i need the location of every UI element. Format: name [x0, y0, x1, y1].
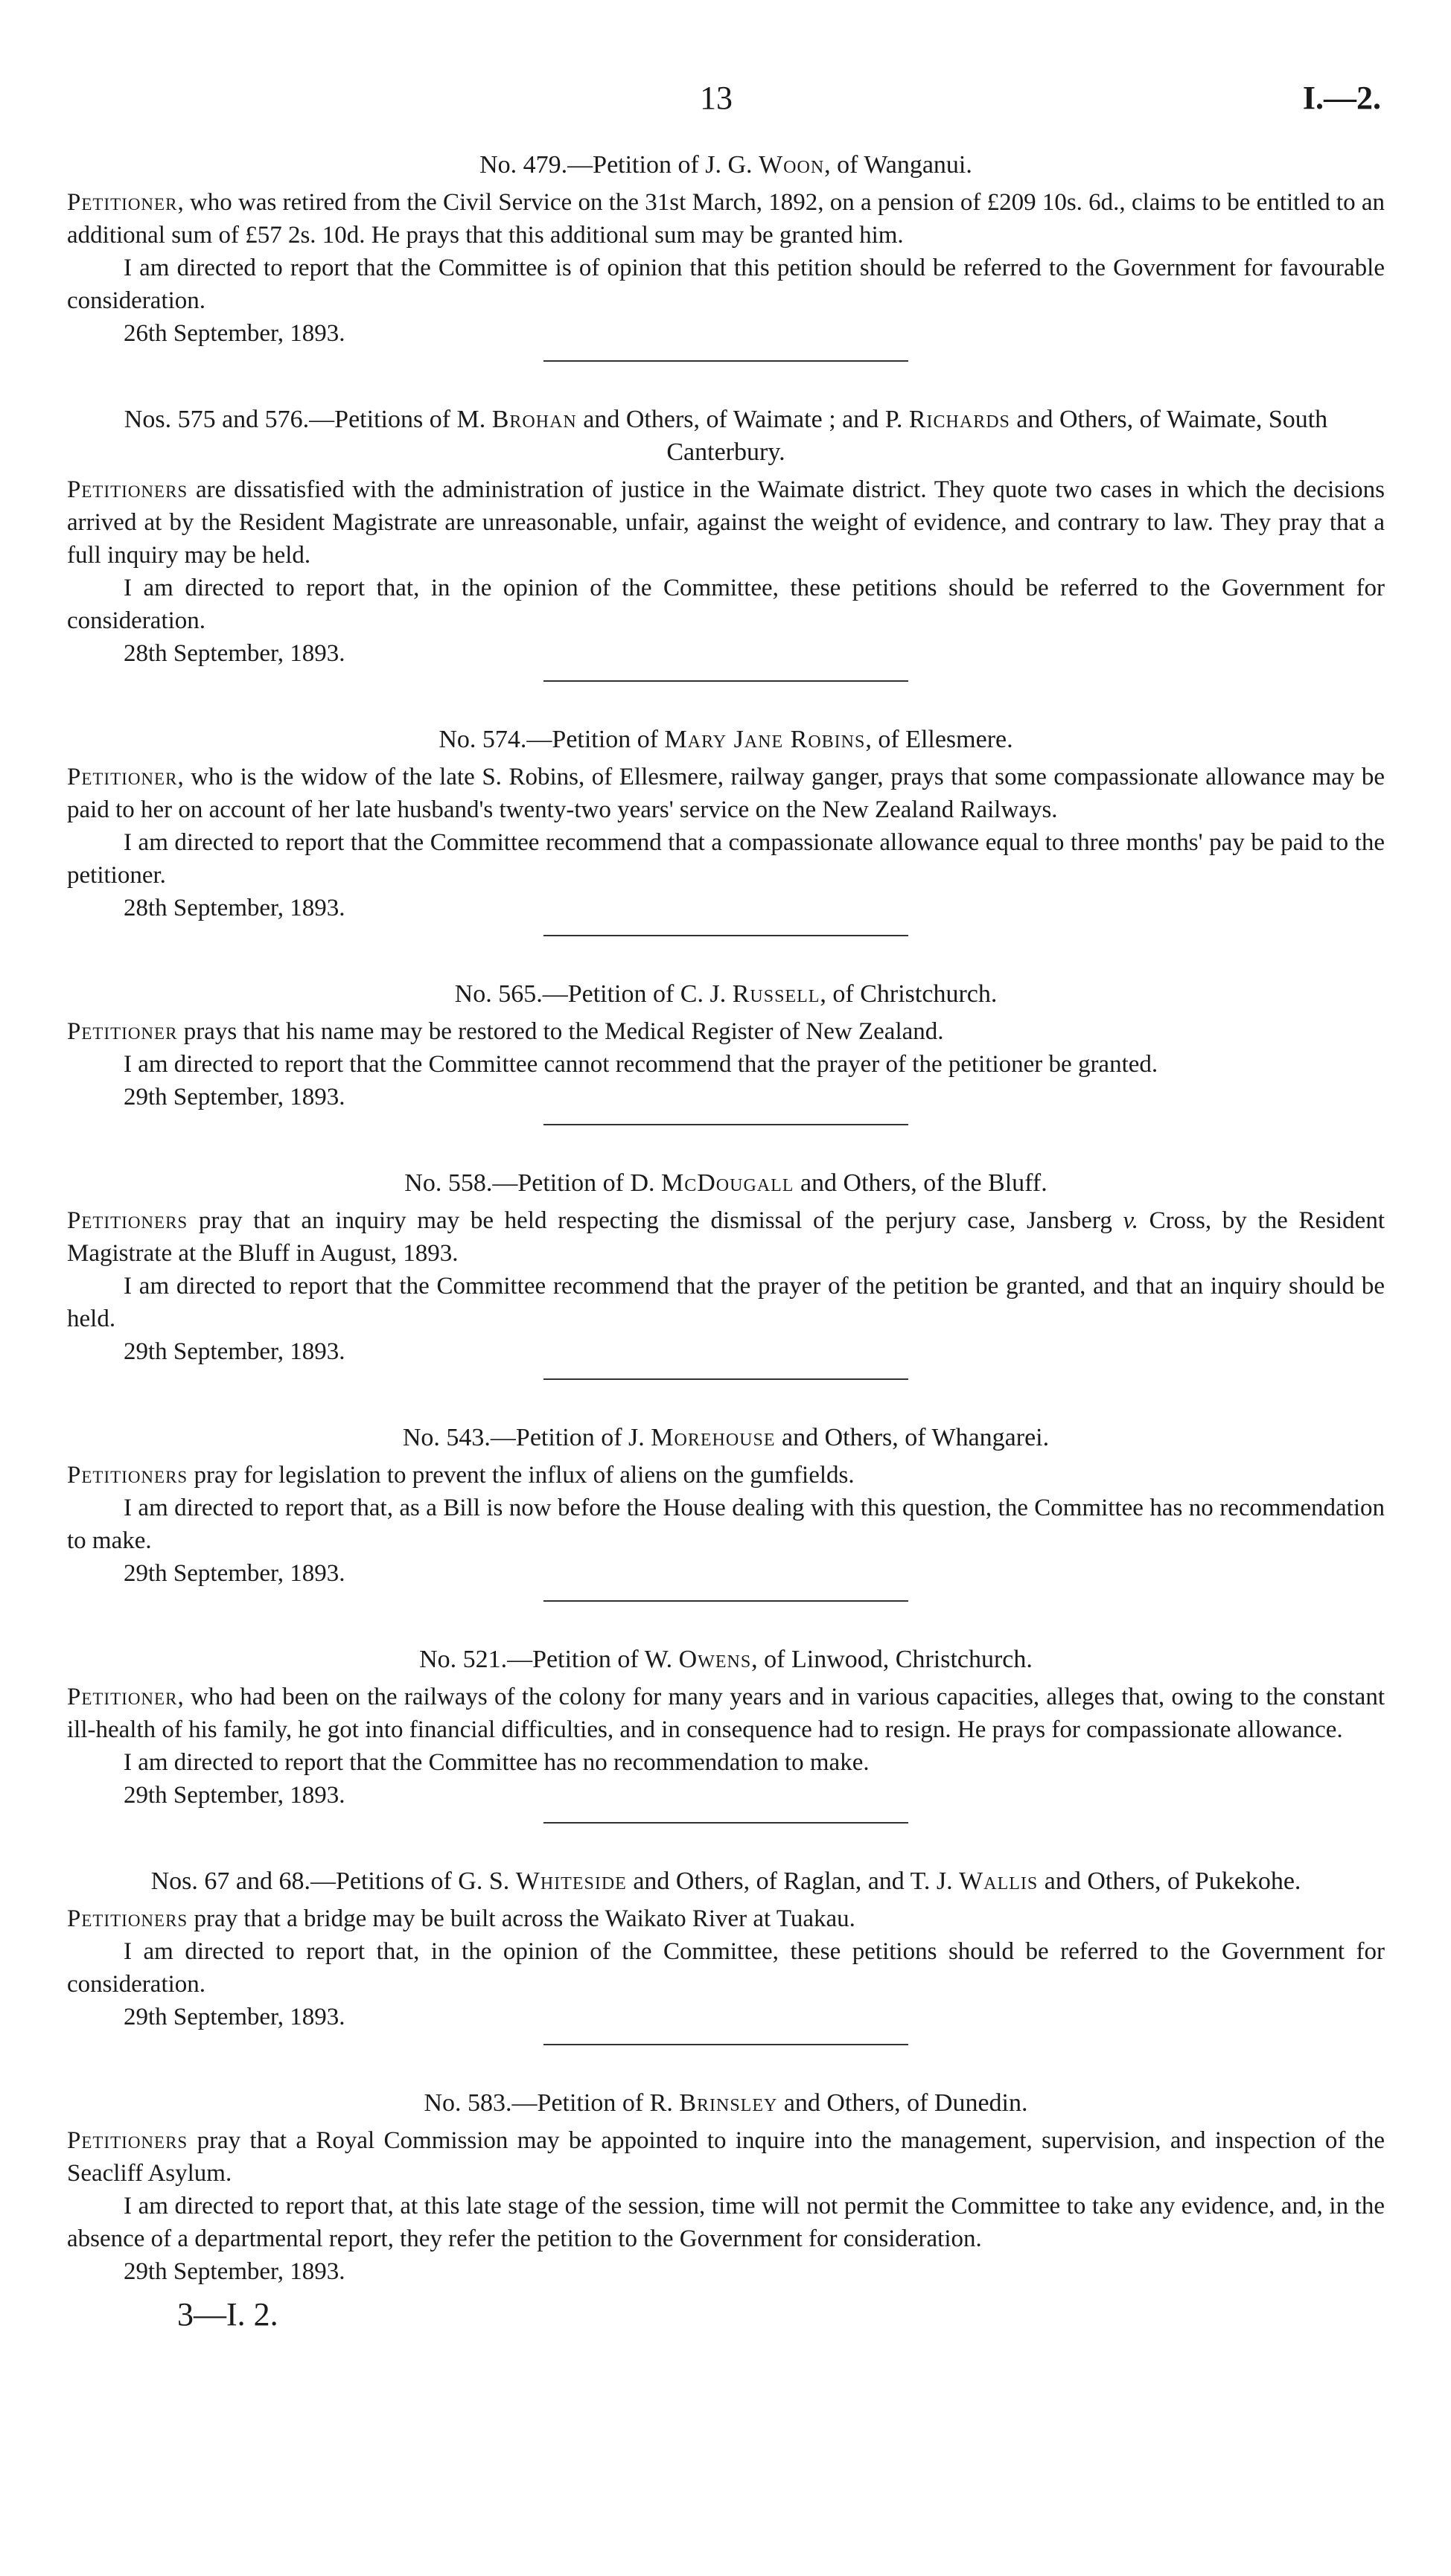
- petition-heading: [67, 403, 1385, 469]
- petition-heading: [67, 723, 1385, 756]
- petitions-list: [67, 149, 1385, 2333]
- petition-heading: [67, 1865, 1385, 1898]
- petition-heading: [67, 1643, 1385, 1676]
- small-caps-name: Mary Jane Robins: [664, 726, 866, 753]
- text-run: and Others, of the Bluff.: [794, 1169, 1047, 1197]
- section-divider: [543, 935, 908, 936]
- report-date: 29th September, 1893.: [124, 2258, 345, 2285]
- text-run: are dissatisfied with the administration of justice in the Waimate district. They quote two cases in which the decisions arrived at by the Resident Magistrate are unreasonable, unfair, against the weight of evidence, and contrary to law. They pray that a full inquiry may be held.: [67, 476, 1385, 569]
- text-run: , of Ellesmere.: [865, 726, 1013, 753]
- text-run: , who was retired from the Civil Service on the 31st March, 1892, on a pension of £209 10s. 6d., claims to be entitled to an additional sum of £57 2s. 10d. He prays that this additional sum may be granted him.: [67, 189, 1385, 249]
- small-caps-name: Wallis: [959, 1867, 1039, 1895]
- text-run: Nos. 575 and 576.—Petitions of M.: [124, 406, 492, 433]
- small-caps-name: Whiteside: [515, 1867, 627, 1895]
- text-run: pray for legislation to prevent the influx of aliens on the gumfields.: [188, 1462, 855, 1489]
- text-run: and Others, of Whangarei.: [775, 1424, 1050, 1451]
- text-run: No. 521.—Petition of W.: [419, 1646, 679, 1673]
- petition-summary: [67, 2124, 1385, 2190]
- section-divider: [543, 680, 908, 682]
- small-caps-name: Brinsley: [679, 2089, 778, 2117]
- report-date: 29th September, 1893.: [124, 2004, 345, 2030]
- small-caps-name: Petitioners: [67, 2127, 188, 2154]
- report-date: 29th September, 1893.: [124, 1560, 345, 1587]
- page-number: 13: [700, 80, 733, 116]
- report-date: 29th September, 1893.: [124, 1338, 345, 1365]
- small-caps-name: Petitioner: [67, 189, 178, 216]
- committee-report: I am directed to report that the Committee cannot recommend that the prayer of the petitioner be granted.: [124, 1051, 1158, 1078]
- text-run: and Others, of Waimate ; and P.: [576, 406, 909, 433]
- petition-entry: [67, 149, 1385, 362]
- petition-entry: [67, 978, 1385, 1125]
- small-caps-name: Woon: [759, 151, 825, 179]
- section-divider: [543, 1822, 908, 1824]
- petition-summary: [67, 1459, 1385, 1492]
- committee-report: I am directed to report that the Committee recommend that a compassionate allowance equal to three months' pay be paid to the petitioner.: [67, 829, 1385, 889]
- small-caps-name: Brohan: [491, 406, 577, 433]
- small-caps-name: Petitioners: [67, 476, 188, 503]
- petition-heading: [67, 149, 1385, 182]
- section-divider: [543, 1600, 908, 1602]
- section-divider: [543, 2044, 908, 2045]
- text-run: No. 565.—Petition of C. J.: [454, 980, 733, 1008]
- text-run: pray that an inquiry may be held respecting the dismissal of the perjury case, Jansberg: [188, 1207, 1123, 1234]
- report-date: 26th September, 1893.: [124, 320, 345, 347]
- small-caps-name: Petitioner: [67, 1018, 178, 1045]
- committee-report: I am directed to report that the Committee has no recommendation to make.: [124, 1749, 870, 1776]
- small-caps-name: Petitioners: [67, 1462, 188, 1489]
- petition-entry: [67, 2087, 1385, 2288]
- text-run: No. 558.—Petition of D.: [404, 1169, 661, 1197]
- petition-entry: [67, 403, 1385, 682]
- committee-report: I am directed to report that the Committee recommend that the prayer of the petition be granted, and that an inquiry should be held.: [67, 1273, 1385, 1332]
- text-run: and Others, of Waimate, South Canterbury.: [666, 406, 1328, 466]
- text-run: and Others, of Pukekohe.: [1038, 1867, 1301, 1895]
- text-run: No. 583.—Petition of R.: [424, 2089, 680, 2117]
- petition-summary: [67, 186, 1385, 252]
- text-run: and Others, of Raglan, and T. J.: [626, 1867, 960, 1895]
- text-run: pray that a bridge may be built across the Waikato River at Tuakau.: [188, 1905, 855, 1932]
- report-date: 29th September, 1893.: [124, 1084, 345, 1110]
- petition-entry: [67, 1167, 1385, 1380]
- text-run: , who had been on the railways of the colony for many years and in various capacities, alleges that, owing to the constant ill-health of his family, he got into financial difficulties, and in consequence had to resign. He prays for compassionate allowance.: [67, 1684, 1385, 1743]
- report-date: 28th September, 1893.: [124, 895, 345, 921]
- petition-heading: [67, 2087, 1385, 2120]
- committee-report: I am directed to report that, in the opinion of the Committee, these petitions should be referred to the Government for consideration.: [67, 1938, 1385, 1998]
- small-caps-name: McDougall: [661, 1169, 794, 1197]
- text-run: , of Christchurch.: [820, 980, 998, 1008]
- text-run: No. 574.—Petition of: [439, 726, 665, 753]
- text-run: , of Wanganui.: [824, 151, 972, 179]
- report-date: 28th September, 1893.: [124, 640, 345, 667]
- report-id: I.—2.: [1302, 80, 1381, 116]
- petition-summary: [67, 761, 1385, 826]
- committee-report: I am directed to report that, at this late stage of the session, time will not permit the Committee to take any evidence, and, in the absence of a departmental report, they refer the petition to the Government for consideration.: [67, 2193, 1385, 2252]
- small-caps-name: Petitioner: [67, 764, 178, 790]
- small-caps-name: Russell: [732, 980, 820, 1008]
- text-run: and Others, of Dunedin.: [777, 2089, 1028, 2117]
- petition-entry: [67, 723, 1385, 936]
- small-caps-name: Petitioners: [67, 1207, 188, 1234]
- committee-report: I am directed to report that, in the opinion of the Committee, these petitions should be referred to the Government for consideration.: [67, 575, 1385, 634]
- petition-summary: [67, 1015, 1385, 1048]
- text-run: No. 543.—Petition of J.: [402, 1424, 651, 1451]
- text-run: No. 479.—Petition of J. G.: [479, 151, 759, 179]
- committee-report: I am directed to report that, as a Bill is now before the House dealing with this question, the Committee has no recommendation to make.: [67, 1495, 1385, 1554]
- petition-entry: [67, 1643, 1385, 1824]
- petition-summary: [67, 1902, 1385, 1935]
- section-divider: [543, 1378, 908, 1380]
- petition-heading: [67, 1422, 1385, 1454]
- petition-summary: [67, 1204, 1385, 1270]
- small-caps-name: Richards: [908, 406, 1010, 433]
- small-caps-name: Morehouse: [651, 1424, 776, 1451]
- petition-entry: [67, 1422, 1385, 1602]
- petition-heading: [67, 978, 1385, 1011]
- section-divider: [543, 360, 908, 362]
- text-run: pray that a Royal Commission may be appointed to inquire into the management, supervision, and inspection of the Seacliff Asylum.: [67, 2127, 1385, 2187]
- text-run: Cross, by the Resident Magistrate at the Bluff in August, 1893.: [67, 1207, 1385, 1267]
- text-run: , who is the widow of the late S. Robins, of Ellesmere, railway ganger, prays that some compassionate allowance may be paid to her on account of her late husband's twenty-two years' service on the New Zealand Railways.: [67, 764, 1385, 823]
- text-run: Nos. 67 and 68.—Petitions of G. S.: [150, 1867, 516, 1895]
- small-caps-name: Petitioner: [67, 1684, 178, 1710]
- committee-report: I am directed to report that the Committee is of opinion that this petition should be referred to the Government for favourable consideration.: [67, 255, 1385, 314]
- petition-heading: [67, 1167, 1385, 1200]
- section-divider: [543, 1124, 908, 1125]
- text-run: , of Linwood, Christchurch.: [751, 1646, 1033, 1673]
- petition-summary: [67, 1681, 1385, 1746]
- report-date: 29th September, 1893.: [124, 1782, 345, 1809]
- small-caps-name: Petitioners: [67, 1905, 188, 1932]
- small-caps-name: Owens: [678, 1646, 752, 1673]
- signature-mark: 3—I. 2.: [177, 2296, 278, 2333]
- text-run: prays that his name may be restored to the Medical Register of New Zealand.: [177, 1018, 944, 1045]
- italic-text: v.: [1123, 1207, 1138, 1234]
- petition-summary: [67, 473, 1385, 572]
- petition-entry: [67, 1865, 1385, 2045]
